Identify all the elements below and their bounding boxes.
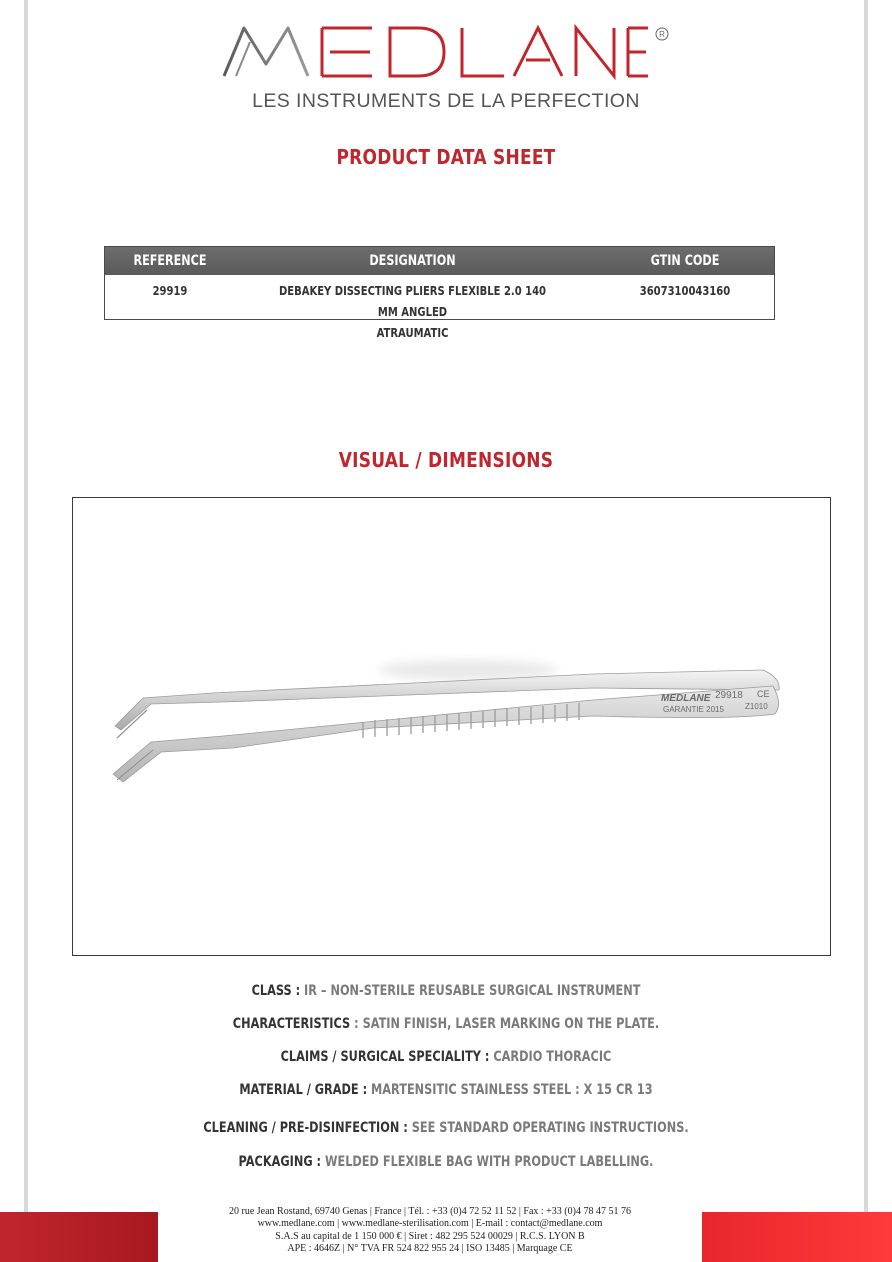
engraving-code: Z1010 — [745, 702, 768, 711]
spec-cleaning-label: CLEANING / PRE-DISINFECTION : — [203, 1120, 408, 1136]
spec-material-label: MATERIAL / GRADE : — [239, 1082, 368, 1098]
footer-bar-left — [0, 1212, 158, 1262]
product-visual-frame — [72, 497, 831, 956]
spec-class-label: CLASS : — [251, 983, 301, 999]
spec-claims-value: CARDIO THORACIC — [489, 1049, 612, 1065]
engraving-brand: MEDLANE — [661, 693, 711, 704]
spec-cleaning-value: SEE STANDARD OPERATING INSTRUCTIONS. — [407, 1120, 689, 1136]
header-gtin-code: GTIN CODE — [650, 253, 720, 269]
product-reference-table — [104, 246, 775, 340]
spec-cleaning — [98, 1120, 794, 1136]
spec-characteristics-label: CHARACTERISTICS — [232, 1016, 351, 1032]
registered-mark: R — [659, 30, 665, 39]
designation-line-2: ATRAUMATIC — [376, 325, 449, 340]
product-data-sheet-heading: PRODUCT DATA SHEET — [336, 145, 556, 169]
header-reference: REFERENCE — [133, 253, 207, 269]
spec-claims — [98, 1049, 794, 1065]
spec-characteristics — [98, 1016, 794, 1032]
brand-tagline: LES INSTRUMENTS DE LA PERFECTION — [252, 90, 640, 112]
header-designation: DESIGNATION — [369, 253, 456, 269]
footer-web-links[interactable]: www.medlane.com | www.medlane-sterilisation.com | E-mail : contact@medlane.com — [257, 1218, 603, 1230]
forceps-image — [73, 498, 830, 955]
spec-class-value: IR – NON-STERILE REUSABLE SURGICAL INSTRUMENT — [300, 983, 641, 999]
right-border-line — [864, 0, 868, 1212]
spec-characteristics-value: : SATIN FINISH, LASER MARKING ON THE PLATE. — [350, 1016, 660, 1032]
engraving-number: 29918 — [715, 690, 743, 701]
medlane-logo — [222, 24, 672, 84]
spec-packaging-label: PACKAGING : — [238, 1154, 322, 1170]
spec-material-value: MARTENSITIC STAINLESS STEEL : X 15 CR 13 — [367, 1082, 653, 1098]
company-footer — [160, 1206, 700, 1256]
spec-class — [98, 983, 794, 999]
footer-legal-capital: S.A.S au capital de 1 150 000 € | Siret : 482 295 524 00029 | R.C.S. LYON B — [275, 1230, 585, 1242]
footer-bar-right — [702, 1212, 892, 1262]
cell-reference: 29919 — [152, 283, 188, 298]
spec-packaging — [98, 1154, 794, 1170]
engraving-garantie: GARANTIE 2015 — [663, 705, 724, 714]
cell-gtin-code: 3607310043160 — [639, 283, 731, 298]
footer-address: 20 rue Jean Rostand, 69740 Genas | France | Tél. : +33 (0)4 72 52 11 52 | Fax : +33 (0)4 78 47 51 76 — [229, 1206, 631, 1217]
footer-legal-registration: APE : 4646Z | N° TVA FR 524 822 955 24 | ISO 13485 | Marquage CE — [287, 1243, 573, 1255]
visual-dimensions-heading: VISUAL / DIMENSIONS — [338, 448, 554, 472]
spec-claims-label: CLAIMS / SURGICAL SPECIALITY : — [280, 1049, 490, 1065]
engraving-ce: CE — [757, 689, 770, 699]
cell-designation — [271, 280, 555, 343]
spec-material — [98, 1082, 794, 1098]
spec-packaging-value: WELDED FLEXIBLE BAG WITH PRODUCT LABELLING. — [321, 1154, 654, 1170]
designation-line-1: DEBAKEY DISSECTING PLIERS FLEXIBLE 2.0 140 MM ANGLED — [278, 283, 547, 319]
left-border-line — [24, 0, 28, 1212]
